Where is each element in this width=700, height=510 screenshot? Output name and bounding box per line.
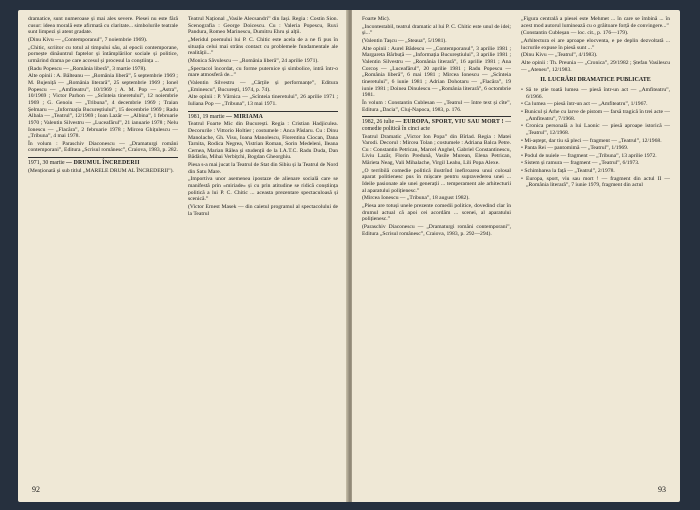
right-page-column-2 [521, 16, 670, 476]
premiere-date: 1971, 30 martie [28, 160, 65, 167]
citation: (Valentin Tașcu — „Steaua”, 5/1981). [362, 37, 447, 44]
quote: „Arhitectura ei are aproape elocventa, e pe deplin dezvoltată ... lucrurile expuse în piesă sunt ...” [521, 37, 670, 51]
citation: (Paraschiv Diaconescu — „Dramaturgi români contemporani”, Editura „Scrisul românesc”, Craiova, 1983, p. 292—294). [362, 224, 511, 237]
list-item-text: Mi-aștept, dar tiu să pleci — fragment — „Teatrul”, 12/1968. [524, 137, 662, 144]
list-item: • Ca lumea — piesă într-un act — „Amfiteatru”, 1/1967. [521, 101, 648, 108]
right-page-column-1 [362, 16, 511, 476]
citation: (Monica Săvulescu — „România liberă”, 24 aprilie 1971). [188, 57, 319, 64]
citation: (Valentin Silvestru — „Cărțile și performanțe”, Editura „Eminescu”, București, 1974, p. 74). [188, 79, 338, 93]
text-paragraph: Foarte Mic). [362, 16, 390, 22]
premiere-date: 1981, 19 martie [188, 113, 225, 120]
list-item-text: Panta Rei — pantomimă — „Teatrul”, 1/1969. [524, 145, 629, 152]
quote: „Spectacol încordat, cu forme puternice și simbolice, intră într-o mare atmosferă de...” [188, 65, 338, 79]
premiere-date: 1982, 26 iulie [362, 119, 395, 126]
list-item: • Podul de nuiele — fragment — „Tribuna”, 13 aprilie 1972. [521, 152, 657, 159]
list-item-text: Bunicul și Arhe cu larve de pistom — farsă tragică în trei acte — „Amfiteatru”, 7/1968. [524, 108, 670, 122]
play-title: — DRUMUL ÎNCREDERII [66, 160, 140, 167]
volume-reference: În volum : Constantin Cublesan — „Teatrul — între text și cîte”, Editura „Dacia”, Cluj-Napoca, 1983, p. 176. [362, 99, 511, 113]
section-heading: II. LUCRĂRI DRAMATICE PUBLICATE [540, 77, 651, 84]
citation: (Constantin Cubleșan — loc. cit., p. 176—179). [521, 30, 629, 37]
other-opinions: Alte opinii : Th. Preunia — „Cronica”, 29/1982 ; Ștefan Vasilescu — „Ateneu”, 12/1983. [521, 59, 670, 73]
quote: „Incontestabil, teatrul dramatic al lui P. C. Chitic este unul de idei; și...” [362, 23, 511, 37]
list-item: • Panta Rei — pantomimă — „Teatrul”, 1/1969. [521, 145, 629, 152]
right-page [352, 10, 680, 502]
divider [28, 157, 178, 158]
production-details: Teatrul Foarte Mic din București. Regia : Cristian Hadjiculea. Decorurile : Vittorio Holtier ; costumele : Anca Pâslaru. Cu : Dinu Manolache, Gh. Visu, Ioana Manolescu, Florentina Ciocan, Dana Tarnita, Rodica Negrea, Vistrian Roman, Sorin Medeleni, Ileana Cernea, Marian Rălea și studenții de la I.A.T.C. Radu Duda, Dan Bădărău, Mihai Verbițchi, Bogdan Gheorghiu. [188, 121, 338, 161]
play-subtitle: — comedie politică în cinci acte [362, 119, 511, 132]
list-item: • Să te știe toată lumea — piesă într-un act — „Amfiteatru”, 6/1966. [521, 86, 670, 100]
left-page-column-1 [28, 16, 178, 476]
premiere-entry [28, 160, 178, 167]
production-details: Teatrul Național „Vasile Alecsandri” din Iași. Regia : Costin Sion. Scenografia : George Doicescu. Cu : Valeria Popescu, Ruxi Pandura, Romeo Marinescu, Dumitru Ehru și alții. [188, 16, 338, 36]
list-item-text: Schimbarea la față — „Teatrul”, 2/1978. [524, 168, 615, 175]
title-note: (Menționată și sub titlul „MARELE DRUM AL ÎNCREDERII”). [28, 167, 174, 174]
published-works-list [521, 87, 670, 189]
list-item: • Sistem și ramura — fragment — „Teatrul”, 6/1973. [521, 160, 640, 167]
divider [188, 111, 338, 112]
quote: „Figura centrală a piesei este Mehmet ... în care se îmbină ... în acest mod autorul luminează cu o grăitoare forță de convingere...” [521, 16, 670, 29]
other-opinions: Alte opinii : Aurel Bădescu — „Contemporanul”, 3 aprilie 1981 ; Margareta Bărbuță — „Informația Bucureștiului”, 3 aprilie 1981 ; Valentin Silvestru — „România literară”, 16 aprilie 1981 ; Ana Corcoș — „Luceafărul”, 20 aprilie 1981 ; Radu Popescu — „România liberă”, 6 mai 1981 ; Mircea Ionescu — „Scînteia tineretului”, 6 iunie 1981 ; Adrian Dohotaru — „Flacăra”, 19 iunie 1981 ; Doinea Dinulescu — „România literară”, 6 octombrie 1981. [362, 45, 511, 99]
citation: (Dinu Kivu — „Teatrul”, 4/1983). [521, 52, 598, 59]
production-details: Teatrul Dramatic „Victor Ion Popa” din Bîrlad. Regia : Matei Varodi. Decorul : Mircea Tolan ; costumele : Adriana Balca Petre. Cu : Constantin Petrican, Marcel Anghel, Gabriel Constantinescu, Liviu Lazăr, Florin Predună, Vasile Murean, Elena Petrican, Mărieta Neag, Vali Mihalache, Virgil Leahu, Lili Popa Alexe. [362, 133, 511, 167]
list-item: • Bunicul și Arhe cu larve de pistom — farsă tragică în trei acte — „Amfiteatru”, 7/1968. [521, 108, 670, 122]
other-opinions: Alte opinii : P. Vârnica — „Scînteia tineretului”, 26 aprilie 1971 ; Iuliana Pop — „Tribuna”, 13 mai 1971. [188, 94, 338, 107]
list-item-text: Ca lumea — piesă într-un act — „Amfiteatru”, 1/1967. [524, 101, 648, 108]
left-page [18, 10, 348, 502]
list-item-text: Cronica personală a lui Laonic — piesă aproape istorică — „Teatrul”, 12/1968. [525, 123, 670, 136]
list-item: • Schimbarea la față — „Teatrul”, 2/1978. [521, 168, 615, 175]
list-item-text: Podul de nuiele — fragment — „Tribuna”, 13 aprilie 1972. [524, 152, 657, 159]
page-number: 92 [32, 485, 40, 494]
list-item-text: Europa, sport, viu sau mort ! — fragment din actul II — „România literară”, 7 iunie 1979, fragment din actul [526, 175, 670, 189]
list-item-text: Să te știe toată lumea — piesă într-un act — „Amfiteatru”, 6/1966. [525, 86, 670, 100]
premiere-entry [188, 114, 338, 121]
list-item: • Mi-aștept, dar tiu să pleci — fragment — „Teatrul”, 12/1968. [521, 137, 662, 144]
text-paragraph: „Chitic, scriitor cu totul al timpului său, al epocii contemporane, pornește dinăuntrul faptelor și întâmplărilor sociale și politice, urmărind drama pe care accesul și procesul la conștiința ... [28, 44, 178, 64]
page-number: 93 [658, 485, 666, 494]
text-paragraph: dramatice, sunt numeroase și mai ales severe. Piesei nu este fără cusur: ideea morală este afirmată cu claritate... simbolurile teatrale sunt limpezi și atent gradate. [28, 16, 178, 36]
volume-reference: În volum : Paraschiv Diaconescu — „Dramaturgi români contemporani”, Editura „Scrisul românesc”, Craiova, 1983, p. 282. [28, 140, 178, 154]
list-item-text: Sistem și ramura — fragment — „Teatrul”, 6/1973. [524, 160, 640, 167]
quote: „Importiva unor asemenea ipostaze de alienare socială care se manifestă prin «miriade» și cu prin atitudine se ridică conștiința politică a lui P. C. Chitic ... aceasta prezentare spectaculoasă și scenică.” [188, 176, 338, 203]
premiere-entry [362, 119, 511, 132]
citation: (Victor Ernest Masek — din caietul programul al spectacolului de la Teatrul [188, 204, 338, 217]
citation: (Mircea Ionescu — „Tribuna”, 18 august 1982). [362, 195, 470, 202]
play-title: — EUROPA, SPORT, VIU SAU MORT ! [395, 119, 504, 126]
staging-note: Piesa s-a mai jucat la Teatrul de Stat din Sibiu și la Teatrul de Nord din Satu Mare. [188, 162, 338, 175]
divider [362, 116, 511, 117]
quote: „O terribilă comedie politică ilustrînd inefiroarea unui colosal aparat politienesc pus în mișcare pentru supravederea unei ... Ideile pasionate ale unei generații ... temperament ale arhitecturii al aparatului polițienesc.” [362, 167, 511, 194]
quote: „Meridul poemului lui P. C. Chitic este acela de a ne fi pus în situația celui mai strâns contact cu problemele fundamentale ale realității...” [188, 36, 338, 57]
citation: (Dinu Kivu — „Contemporanul”, 7 noiembrie 1969). [28, 36, 148, 43]
list-item: • Europa, sport, viu sau mort ! — fragment din actul II — „România literară”, 7 iunie 1979, fragment din actul [521, 175, 670, 189]
list-item: • Cronica personală a lui Laonic — piesă aproape istorică — „Teatrul”, 12/1968. [521, 123, 670, 136]
quote: „Piesa are totuși unele prezente comedii politice, dovedind clar în drumul actual că apoi cei acordăm ... scenei, al aparatului polițienesc.” [362, 203, 511, 223]
play-title: — MIRIAMA [226, 113, 264, 120]
citation: (Radu Popescu — „România liberă”, 3 martie 1978). [28, 65, 147, 72]
left-page-column-2 [188, 16, 338, 476]
other-opinions: Alte opinii : A. Bâlteanu — „România liberă”, 5 septembrie 1969 ; M. Bujeniță — „România literară”, 25 septembrie 1969 ; Ionel Popescu — „Amfiteatru”, 10/1969 ; A. M. Pop — „Astra”, 10/1969 ; Victor Parhon — „Scînteia tineretului”, 12 noiembrie 1969 ; G. Genoiu — „Tribuna”, 4 decembrie 1969 ; Traian Șelmaru — „Informația Bucureștiului”, 15 decembrie 1969 ; Radu Albala — „Teatrul”, 12/1969 ; Ioan Lazăr — „Albina”, 1 februarie 1970 ; Valentin Silvestru — „Luceafărul”, 21 ianuarie 1978 ; Nelu Ionescu — „Flacăra”, 2 februarie 1978 ; Mircea Ghițulescu — „Tribuna”, 4 mai 1978. [28, 73, 178, 140]
